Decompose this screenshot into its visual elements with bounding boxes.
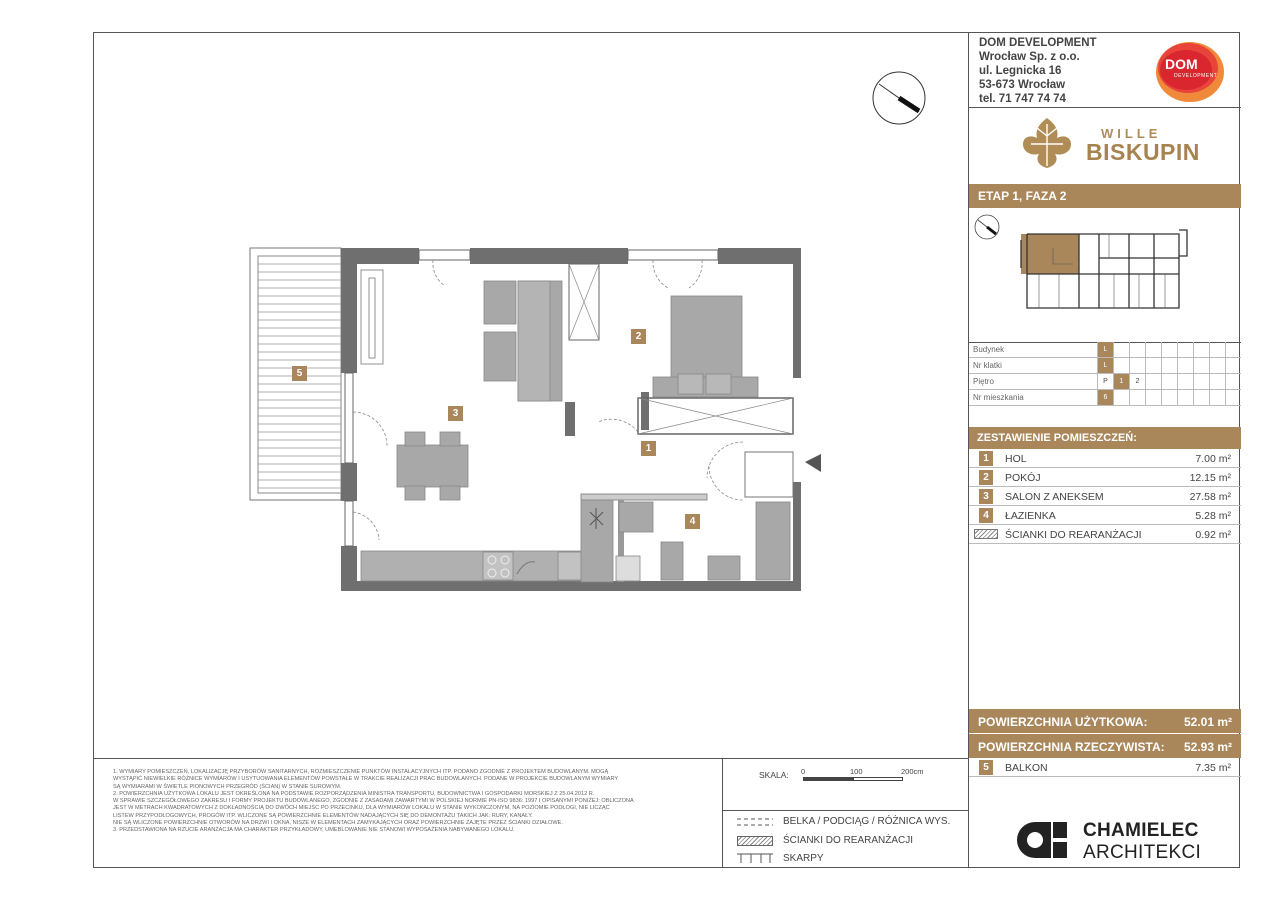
scale-label: SKALA: — [759, 770, 789, 780]
scale-tick: 100 — [850, 767, 863, 776]
room-area: 0.92 m² — [1195, 529, 1231, 541]
stage-banner: ETAP 1, FAZA 2 — [969, 184, 1241, 208]
scale-tick: 200cm — [901, 767, 924, 776]
room-name: POKÓJ — [1005, 472, 1041, 484]
apartment-info-table — [969, 342, 1241, 406]
key-plan — [969, 208, 1241, 342]
scale-tick: 0 — [801, 767, 806, 776]
info-cell: 2 — [1129, 374, 1145, 389]
note-line: 3. PRZEDSTAWIONA NA RZUCIE ARANŻACJA MA CHARAKTER PRZYKŁADOWY, UMEBLOWANIE NIE STANOWI WYPOSAŻENIA NABYWANEGO LOKALU. — [113, 827, 515, 834]
room-name: ŚCIANKI DO REARANŻACJI — [1005, 529, 1142, 541]
room-name: BALKON — [1005, 762, 1048, 774]
room-area: 12.15 m² — [1189, 472, 1231, 484]
note-line: SĄ WYMIARAMI W ŚWIETLE PIONOWYCH PRZEGRÓD (ŚCIAN) W STANIE SUROWYM. — [113, 783, 342, 790]
balcony-row — [969, 758, 1241, 777]
info-cell: L — [1097, 342, 1113, 357]
room-area: 5.28 m² — [1195, 510, 1231, 522]
room-row — [969, 506, 1241, 525]
plan-label-salon: 3 — [448, 406, 463, 421]
dom-logo-text: DOM — [1165, 56, 1198, 72]
notes-box — [93, 758, 723, 868]
usable-area-value: 52.01 m² — [1183, 715, 1232, 729]
room-number: 4 — [979, 508, 993, 523]
actual-area-value: 52.93 m² — [1183, 740, 1232, 754]
room-number: 3 — [979, 489, 993, 504]
north-arrow-icon — [873, 72, 925, 124]
plan-label-pokoj: 2 — [631, 329, 646, 344]
company-name: DOM DEVELOPMENT — [979, 37, 1097, 49]
legend-slopes: SKARPY — [783, 853, 824, 864]
entrance-arrow-icon — [805, 454, 821, 472]
note-line: JEST W METRACH KWADRATOWYCH Z DOKŁADNOŚCIĄ DO DWÓCH MIEJSC PO PRZECINKU, DLA WYMIARÓW LOKALU W STANIE WYKOŃCZONYM, NA POZIOMIE PODŁOGI, NIE LICZĄC — [113, 805, 610, 812]
architect-line1: CHAMIELEC — [1083, 820, 1199, 841]
scale-bar — [803, 777, 903, 781]
info-row-staircase — [969, 358, 1241, 374]
plan-label-hol: 1 — [641, 441, 656, 456]
room-number: 5 — [979, 760, 993, 775]
usable-area-label: POWIERZCHNIA UŻYTKOWA: — [978, 715, 1148, 729]
divider — [969, 107, 1241, 108]
info-cell: P — [1097, 374, 1113, 389]
chamielec-logo — [1015, 820, 1069, 860]
note-line: LISTEW PRZYPODŁOGOWYCH, PROGÓW ITP. WLICZONE SĄ POWIERZCHNIE ELEMENTÓW NADAJĄCYCH SIĘ DO DEMONTAŻU TAKICH JAK: RURY, KANAŁY. — [113, 812, 533, 819]
hatch-symbol-icon — [737, 836, 773, 846]
legend — [723, 811, 968, 868]
company-address: ul. Legnicka 16 — [979, 65, 1062, 77]
architect-line2: ARCHITEKCI — [1083, 842, 1202, 863]
room-row — [969, 487, 1241, 506]
room-row-rearrangement — [969, 525, 1241, 544]
floor-plan-drawing — [93, 32, 968, 758]
actual-area-label: POWIERZCHNIA RZECZYWISTA: — [978, 740, 1165, 754]
usable-area-bar — [969, 709, 1241, 733]
info-cell: 6 — [1097, 390, 1113, 405]
floor-plan — [93, 32, 968, 758]
room-number: 2 — [979, 470, 993, 485]
company-phone: tel. 71 747 74 74 — [979, 93, 1066, 105]
slope-symbol-icon — [737, 853, 773, 863]
room-area: 27.58 m² — [1189, 491, 1231, 503]
note-line: NIE SĄ WLICZONE POWIERZCHNIE OTWORÓW NA DRZWI I OKNA, NISZE W ELEMENTACH ZAMYKAJĄCYCH ORAZ POWIERZCHNIE ZAJĘTE PRZEZ ŚCIANKI DZIAŁOWE. — [113, 820, 563, 827]
legend-rearrangement: ŚCIANKI DO REARANŻACJI — [783, 835, 914, 846]
info-label: Piętro — [973, 377, 994, 386]
brand-main: BISKUPIN — [1086, 139, 1200, 165]
note-line: WYSTĄPIĆ NIEWIELKIE RÓŻNICE WYMIARÓW I USYTUOWANIA ELEMENTÓW POWSTAŁE W TRAKCIE REALIZACJI PRAC BUDOWLANYCH. PODANE W PROJEKCIE BUDOWLANYM WYMIARY — [113, 776, 619, 783]
info-cell-active: 1 — [1113, 374, 1129, 389]
info-label: Nr klatki — [973, 361, 1002, 370]
beam-symbol-icon — [737, 817, 773, 827]
plan-label-lazienka: 4 — [685, 514, 700, 529]
rooms-list — [969, 449, 1241, 544]
rooms-header: ZESTAWIENIE POMIESZCZEŃ: — [969, 427, 1241, 449]
note-line: 1. WYMIARY POMIESZCZEŃ, LOKALIZACJĘ PRZYBORÓW SANITARNYCH, ROZMIESZCZENIE PUNKTÓW INSTALACYJNYCH ITP. PODANO ZGODNIE Z PROJEKTEM BUDOWLANYM. MOGĄ — [113, 769, 609, 775]
company-line2: Wrocław Sp. z o.o. — [979, 51, 1080, 63]
info-row-floor — [969, 374, 1241, 390]
furniture — [361, 270, 790, 582]
room-number: 1 — [979, 451, 993, 466]
info-row-building — [969, 342, 1241, 358]
room-area: 7.35 m² — [1195, 762, 1231, 774]
room-row — [969, 468, 1241, 487]
company-info — [979, 36, 1097, 106]
company-city: 53-673 Wrocław — [979, 79, 1066, 91]
brand-top: WILLE — [1101, 126, 1162, 141]
room-name: HOL — [1005, 453, 1027, 465]
room-name: SALON Z ANEKSEM — [1005, 491, 1104, 503]
oak-leaf-logo — [1017, 114, 1077, 172]
side-panel — [968, 32, 1240, 868]
room-area: 7.00 m² — [1195, 453, 1231, 465]
key-plan-drawing — [969, 208, 1241, 342]
key-plan-north-icon — [975, 215, 999, 239]
room-name: ŁAZIENKA — [1005, 510, 1056, 522]
plan-label-balkon: 5 — [292, 366, 307, 381]
actual-area-bar — [969, 734, 1241, 758]
info-label: Budynek — [973, 345, 1005, 354]
legend-beam: BELKA / PODCIĄG / RÓŻNICA WYS. — [783, 816, 951, 827]
info-cell: L — [1097, 358, 1113, 373]
scale-box — [723, 758, 968, 811]
hatch-swatch-icon — [974, 529, 998, 539]
info-label: Nr mieszkania — [973, 393, 1024, 402]
note-line: W SPRAWIE SZCZEGÓŁOWEGO ZAKRESU I FORMY PROJEKTU BUDOWLANEGO, ZGODNIE Z ZASADAMI ZAWARTYMI W POLSKIEJ NORMIE PN-ISO 9836: 1997 I OPISANYMI PONIŻEJ: OBLICZONA — [113, 798, 634, 805]
notes — [113, 769, 703, 835]
note-line: 2. POWIERZCHNIA UŻYTKOWA LOKALU JEST OKREŚLONA NA PODSTAWIE ROZPORZĄDZENIA MINISTRA TRANSPORTU, BUDOWNICTWA I GOSPODARKI MORSKIEJ Z 25.04.2012 R. — [113, 790, 595, 797]
dom-logo-sub: DEVELOPMENT — [1174, 73, 1218, 79]
info-row-apartment — [969, 390, 1241, 406]
room-row — [969, 449, 1241, 468]
